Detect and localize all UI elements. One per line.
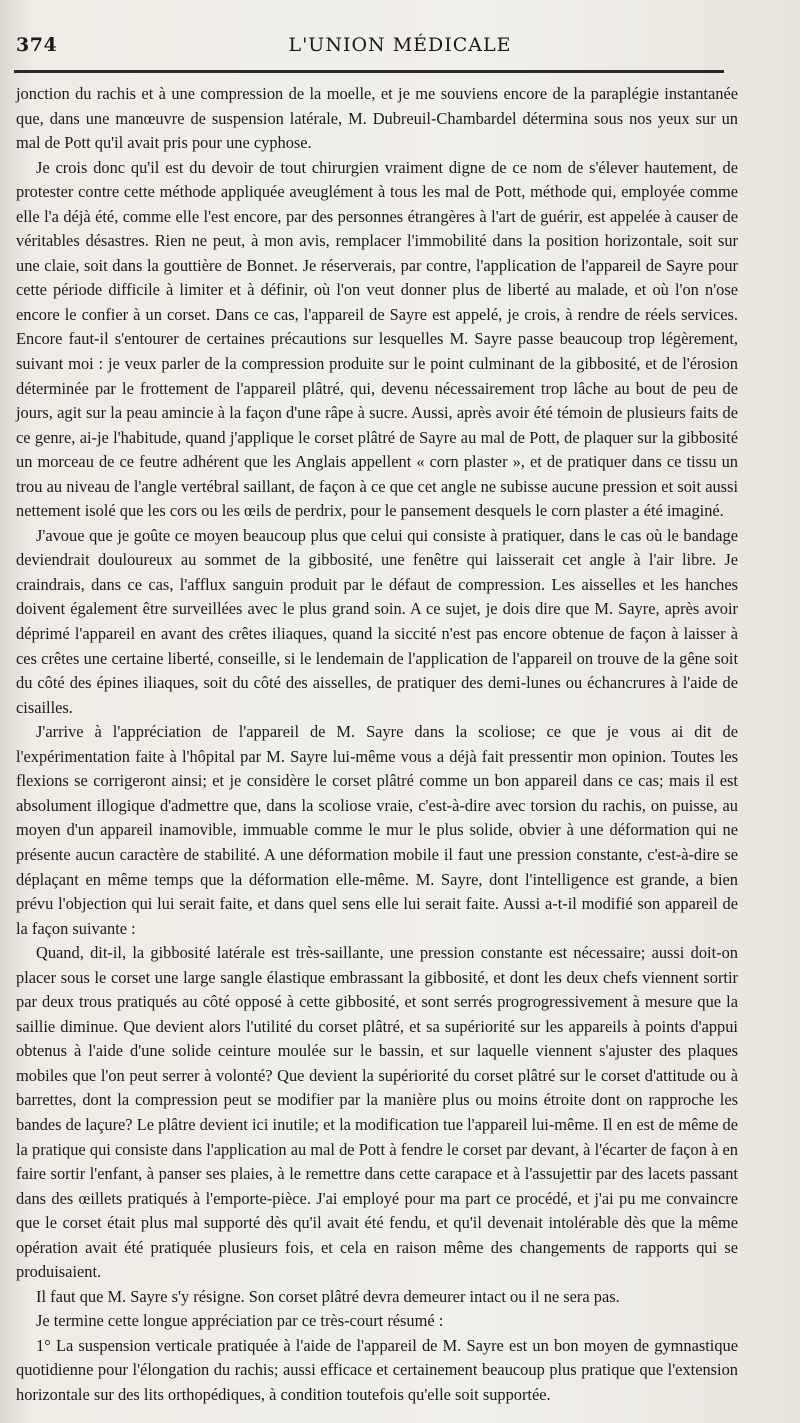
header-rule bbox=[14, 70, 724, 73]
paragraph-8: 1° La suspension verticale pratiquée à l'aide de l'appareil de M. Sayre est un bon moyen de gymnastique quotidienne pour l'élongation du rachis; aussi efficace et certainement beaucoup plus pratique que l'extension horizontale sur des lits orthopédiques, à condition toutefois qu'elle soit supportée. bbox=[16, 1335, 738, 1404]
paragraph-1: jonction du rachis et à une compression de la moelle, et je me souviens encore de la paraplégie instantanée que, dans une manœuvre de suspension latérale, M. Dubreuil-Chambardel détermina sous nos yeux sur un mal de Pott qu'il avait pris pour une cyphose. bbox=[16, 84, 738, 153]
page-header bbox=[16, 34, 784, 60]
paragraph-3: J'avoue que je goûte ce moyen beaucoup plus que celui qui consiste à pratiquer, dans le cas où le bandage deviendrait douloureux au sommet de la gibbosité, une fenêtre qui laisserait cet angle à l'air libre. Je craindrais, dans ce cas, l'afflux sanguin produit par le défaut de compression. Les aisselles et les hanches doivent également être surveillées avec le plus grand soin. A ce sujet, je dois dire que M. Sayre, après avoir déprimé l'appareil en avant des crêtes iliaques, quand la siccité n'est pas encore obtenue de façon à laisser à ces crêtes une certaine liberté, conseille, si le lendemain de l'application de l'appareil on trouve de la gêne soit du côté des épines iliaques, soit du côté des aisselles, de pratiquer des demi-lunes ou échancrures à l'aide de cisailles. bbox=[16, 525, 738, 717]
paragraph-6: Il faut que M. Sayre s'y résigne. Son corset plâtré devra demeurer intact ou il ne sera pas. bbox=[36, 1286, 620, 1306]
paragraph-7: Je termine cette longue appréciation par ce très-court résumé : bbox=[36, 1311, 444, 1331]
paragraph-5: Quand, dit-il, la gibbosité latérale est très-saillante, une pression constante est nécessaire; aussi doit-on placer sous le corset une large sangle élastique embrassant la gibbosité, et dont les deux chefs viennent sortir par deux trous pratiqués au côté opposé à cette gibbosité, et sont serrés progrogressivement à mesure que la saillie diminue. Que devient alors l'utilité du corset plâtré, et sa supériorité sur les appareils à points d'appui obtenus à l'aide d'une solide ceinture moulée sur le bassin, et sur laquelle viennent s'ajuster des plaques mobiles que l'on peut serrer à volonté? Que devient la supériorité du corset plâtré sur le corset d'attitude ou à barrettes, dont la compression peut se modifier par la manière plus ou moins étroite dont on rapproche les bandes de laçure? Le plâtre devient ici inutile; et la modification tue l'appareil lui-même. Il en est de même de la pratique qui consiste dans l'application au mal de Pott à fendre le corset par devant, à l'écarter de façon à en faire sortir l'enfant, à panser ses plaies, à le remettre dans cette carapace et à l'assujettir par des lacets passant dans des œillets pratiqués à l'emporte-pièce. J'ai employé pour ma part ce procédé, et j'ai pu me convaincre que le corset était plus mal supporté dès qu'il avait été fendu, et qu'il devenait intolérable dès que la même opération avait été pratiquée plusieurs fois, et cela en raison même des changements de rapports qui se produisaient. bbox=[16, 943, 738, 1282]
paragraph-4: J'arrive à l'appréciation de l'appareil de M. Sayre dans la scoliose; ce que je vous ai dit de l'expérimentation faite à l'hôpital par M. Sayre lui-même vous a déjà fait pressentir mon opinion. Toutes les flexions se corrigeront ainsi; et je considère le corset plâtré comme un bon appareil dans ce cas; mais il est absolument illogique d'admettre que, dans la scoliose vraie, c'est-à-dire avec torsion du rachis, on puisse, au moyen d'un appareil inamovible, immuable comme le mur le plus solide, obvier à une déformation qui ne présente aucun caractère de stabilité. A une déformation mobile il faut une pression constante, c'est-à-dire se déplaçant en même temps que la déformation elle-même. M. Sayre, dont l'intelligence est grande, a bien prévu l'objection qui lui serait faite, et dans quel sens elle lui serait faite. Aussi a-t-il modifié son appareil de la façon suivante : bbox=[16, 722, 738, 938]
paragraph-2: Je crois donc qu'il est du devoir de tout chirurgien vraiment digne de ce nom de s'élever hautement, de protester contre cette méthode appliquée aveuglément à tous les mal de Pott, méthode qui, employée comme elle l'a déjà été, comme elle l'est encore, par des personnes étrangères à l'art de guérir, est appelée à causer de véritables désastres. Rien ne peut, à mon avis, remplacer l'immobilité dans la position horizontale, soit sur une claie, soit dans la gouttière de Bonnet. Je réserverais, par contre, l'application de l'appareil de Sayre pour cette période difficile à limiter et à définir, où l'on veut donner plus de liberté au malade, et où l'on n'ose encore le confier à un corset. Dans ce cas, l'appareil de Sayre est appelé, je crois, à rendre de réels services. Encore faut-il s'entourer de certaines précautions sur lesquelles M. Sayre passe beaucoup trop légèrement, suivant moi : je veux parler de la compression produite sur le point culminant de la gibbosité, et de l'érosion déterminée par le frottement de l'appareil plâtré, qui, devenu nécessairement trop lâche au bout de peu de jours, agit sur la peau amincie à la façon d'une râpe à sucre. Aussi, après avoir été témoin de plusieurs faits de ce genre, ai-je l'habitude, quand j'applique le corset plâtré de Sayre au mal de Pott, de plaquer sur la gibbosité un morceau de ce feutre adhérent que les Anglais appellent « corn plaster », et de pratiquer dans ce tissu un trou au niveau de l'angle vertébral saillant, de façon à ce que cet angle ne subisse aucune pression et soit aussi nettement isolé que les cors ou les œils de perdrix, pour le pansement desquels le corn plaster a été imaginé. bbox=[16, 157, 738, 521]
page-number: 374 bbox=[16, 34, 58, 56]
article-body bbox=[16, 82, 738, 1408]
running-title: L'UNION MÉDICALE bbox=[288, 34, 512, 56]
